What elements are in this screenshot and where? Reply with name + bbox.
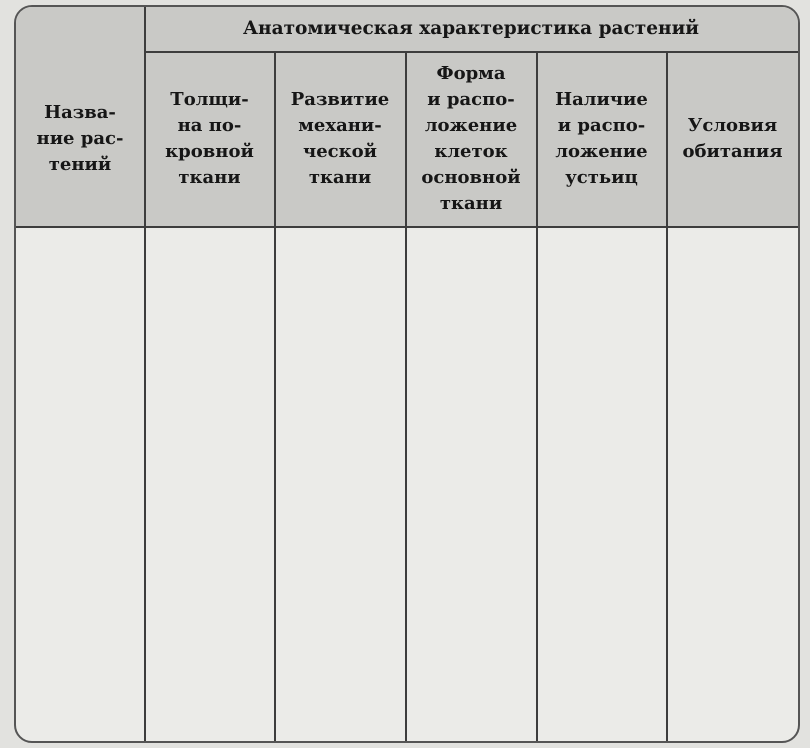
table-cell-empty[interactable] (16, 228, 144, 741)
table-cell-empty[interactable] (146, 228, 274, 741)
column-header-integument-thickness: Толщи- на по- кровной ткани (165, 88, 254, 188)
table-cell-empty[interactable] (538, 228, 666, 741)
anatomy-table (14, 5, 800, 743)
column-header-habitat: Условия обитания (682, 114, 783, 162)
table-title: Анатомическая характеристика растений (242, 18, 700, 39)
column-header-mechanical-tissue: Развитие механи- ческой ткани (290, 88, 390, 188)
table-cell-empty[interactable] (668, 228, 798, 741)
column-header-ground-tissue: Форма и распо- ложение клеток основной ткани (421, 62, 521, 214)
column-header-stomata: Наличие и распо- ложение устьиц (555, 88, 648, 188)
column-header-plant-name: Назва- ние рас- тений (36, 101, 124, 175)
table-cell-empty[interactable] (407, 228, 536, 741)
table-cell-empty[interactable] (276, 228, 405, 741)
